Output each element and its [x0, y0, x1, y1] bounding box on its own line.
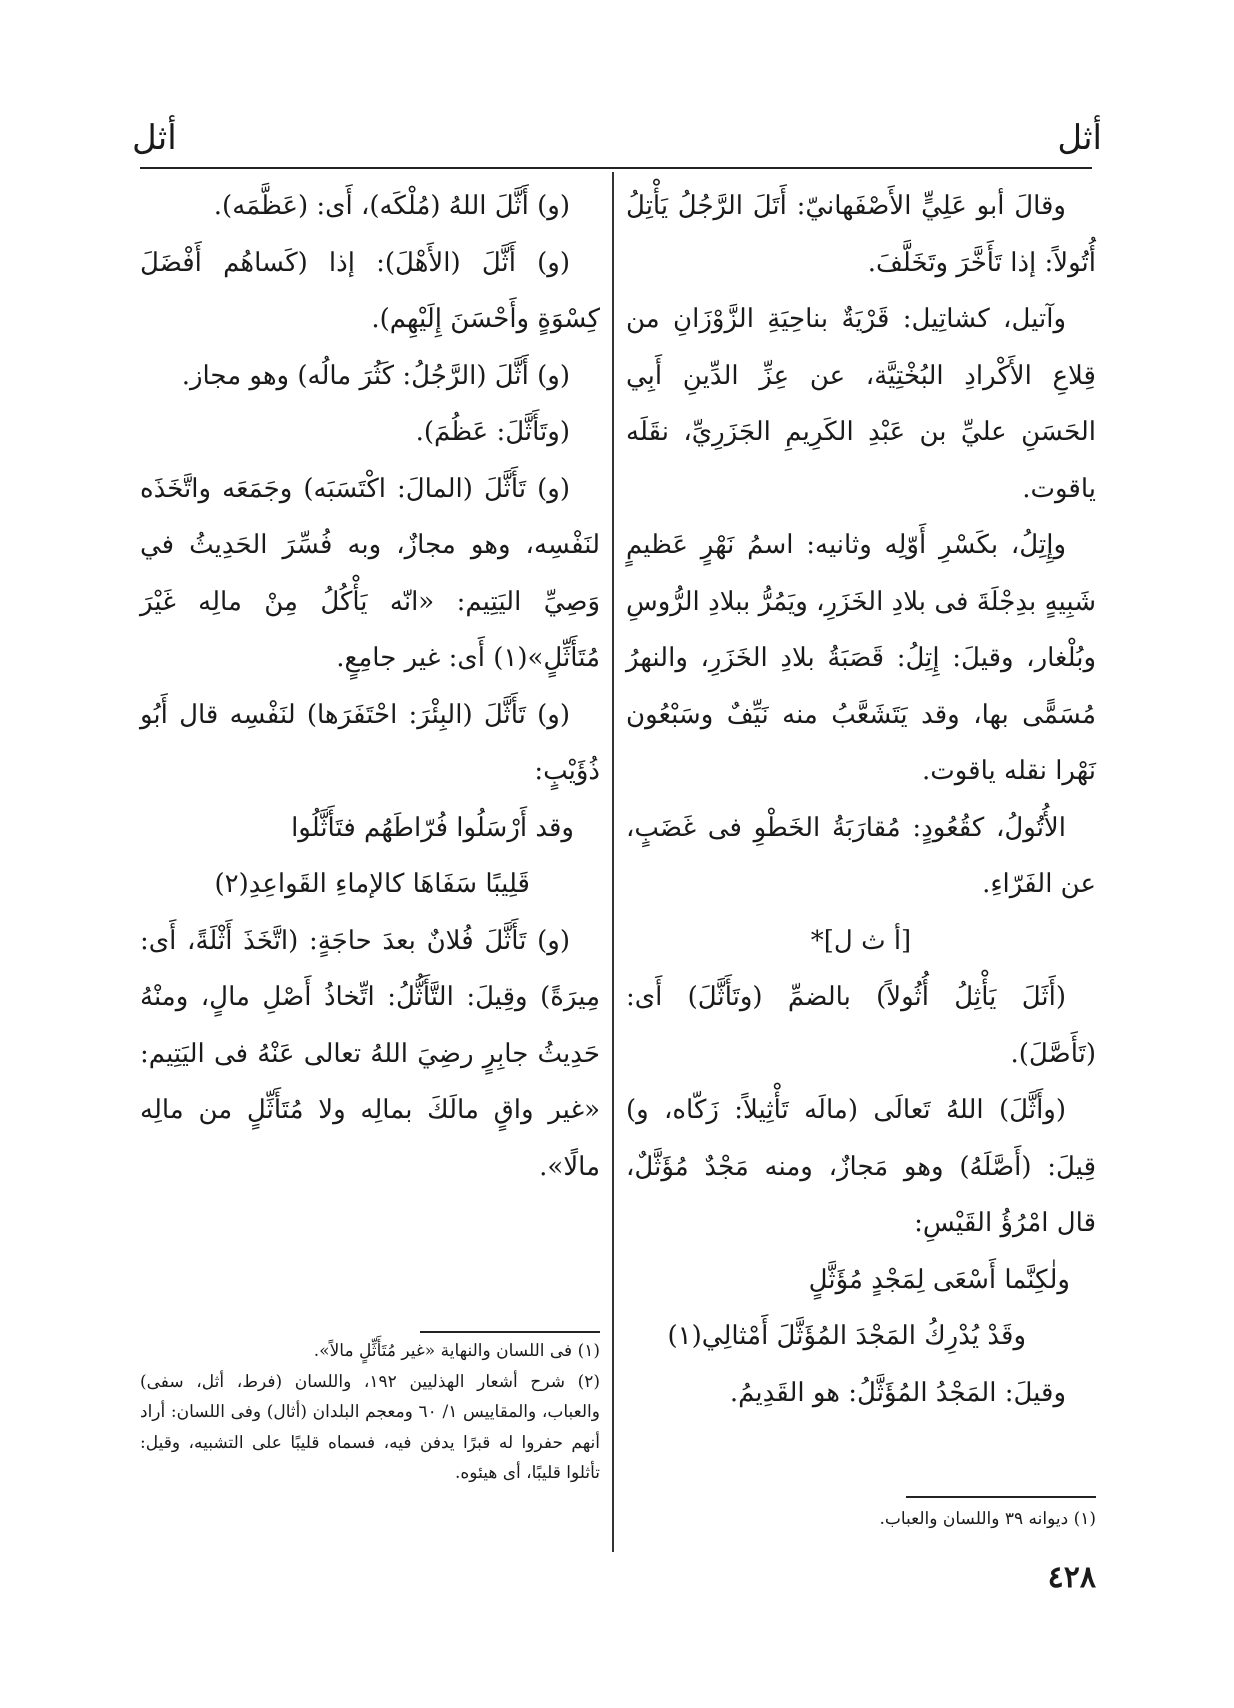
running-header-left: أثل	[132, 118, 177, 158]
header-rule	[140, 167, 1092, 169]
paragraph: (أَثَلَ يَأْثِلُ أُثُولاً) بالضمِّ (وتَأَثَّلَ) أَى: (تَأَصَّلَ).	[626, 982, 1096, 1069]
footnote: (٢) شرح أشعار الهذليين ١٩٢، واللسان (فرط، أثل، سفى) والعباب، والمقاييس ١/ ٦٠ ومعجم البلدان (أثال) وفى اللسان: أراد أنهم حفروا له قبرًا يدفن فيه، فسماه قليبًا على التشبيه، وقيل: تأثلوا قليبًا، أى هيئوه.	[140, 1371, 600, 1483]
left-column	[140, 178, 600, 1195]
footnotes-right	[626, 1504, 1096, 1535]
footnotes-left	[140, 1336, 600, 1489]
footnote: (١) فى اللسان والنهاية «غير مُتَأَثِّلٍ مالاً».	[313, 1341, 600, 1361]
entry-heading: [أ ث ل]*	[810, 925, 912, 956]
footnote-rule	[906, 1496, 1096, 1498]
paragraph: وقيلَ: المَجْدُ المُؤَثَّلُ: هو القَدِيمُ.	[729, 1377, 1066, 1408]
footnote: (١) ديوانه ٣٩ واللسان والعباب.	[879, 1509, 1096, 1529]
paragraph: (و) أَثَّلَ اللهُ (مُلْكَه)، أَى: (عَظَّمَه).	[213, 191, 570, 221]
paragraph: (و) تَأَثَّلَ فُلانٌ بعدَ حاجَةٍ: (اتَّخَذَ أَثْلَةً، أَى: مِيرَةً) وقِيلَ: التَّأَثُّلُ: اتِّخاذُ أَصْلِ مالٍ، ومنْهُ حَدِيثُ جابِرٍ رضِيَ اللهُ تعالى عَنْهُ فى اليَتِيم: «غير واقٍ مالَكَ بمالِه ولا مُتَأَثِّلٍ من مالِه مالًا».	[140, 925, 600, 1182]
paragraph: الأُتُولُ، كقُعُودٍ: مُقارَبَةُ الخَطْوِ فى غَضَبٍ، عن الفَرّاءِ.	[626, 812, 1096, 899]
verse-line: وقد أَرْسَلُوا فُرّاطَهُم فتَأَثَّلُوا	[291, 812, 574, 843]
verse-line: ولٰكِنَّما أَسْعَى لِمَجْدٍ مُؤَثَّلٍ	[808, 1264, 1070, 1295]
running-header-right: أثل	[1057, 118, 1102, 158]
paragraph: وآتيل، كشاتِيل: قَرْيَةٌ بناحِيَةِ الزَّوْزَانِ من قِلاعِ الأَكْرادِ البُخْتِيَّة، عن عِزِّ الدِّينِ أَبِي الحَسَنِ عليِّ بن عَبْدِ الكَرِيمِ الجَزَرِيِّ، نقَلَه ياقوت.	[626, 304, 1096, 504]
paragraph: وقالَ أبو عَلِيٍّ الأَصْفَهانيّ: أَتَلَ الرَّجُلُ يَأْتِلُ أُتُولاً: إذا تَأَخَّرَ وتَخَلَّفَ.	[626, 191, 1096, 278]
column-divider	[612, 172, 614, 1552]
paragraph: (وأَثَّلَ) اللهُ تَعالَى (مالَه تَأْثِيلاً: زَكّاه، و) قِيلَ: (أَصَّلَهُ) وهو مَجازٌ، ومنه مَجْدٌ مُؤَثَّلٌ، قال امْرُؤُ القَيْسِ:	[626, 1095, 1096, 1238]
verse-line: وقَدْ يُدْرِكُ المَجْدَ المُؤَثَّلَ أَمْثالِي(١)	[667, 1321, 1026, 1351]
right-column	[626, 178, 1096, 1421]
paragraph: (و) أَثَّلَ (الرَّجُلُ: كَثُرَ مالُه) وهو مجاز.	[181, 360, 570, 391]
paragraph: (و) تَأَثَّلَ (البِئْرَ: احْتَفَرَها) لنَفْسِه قال أَبُو ذُؤَيْبٍ:	[140, 699, 600, 786]
paragraph: وإِتِلُ، بكَسْرِ أَوّلِه وثانيه: اسمُ نَهْرٍ عَظيمٍ شَبِيهٍ بدِجْلَةَ فى بلادِ الخَزَرِ، ويَمُرُّ ببلادِ الرُّوسِ وبُلْغار، وقيلَ: إِتِلُ: قَصَبَةُ بلادِ الخَزَرِ، والنهرُ مُسَمًّى بها، وقد يَتَشَعَّبُ منه نَيِّفٌ وسَبْعُون نَهْرا نقله ياقوت.	[626, 530, 1096, 786]
page-number: ٤٢٨	[1047, 1560, 1096, 1595]
footnote-rule	[420, 1331, 600, 1333]
paragraph: (وتَأَثَّلَ: عَظُمَ).	[415, 417, 570, 447]
verse-line: قَلِيبًا سَفَاهَا كالإماءِ القَواعِدِ(٢)	[214, 869, 530, 899]
paragraph: (و) أَثَّلَ (الأَهْلَ): إذا (كَساهُم أَفْضَلَ كِسْوَةٍ وأَحْسَنَ إِلَيْهِم).	[140, 247, 600, 334]
paragraph: (و) تَأَثَّلَ (المالَ: اكْتَسَبَه) وجَمَعَه واتَّخَذَه لنَفْسِه، وهو مجازٌ، وبه فُسِّرَ الحَدِيثُ في وَصِيِّ اليَتِيم: «انّه يَأْكُلُ مِنْ مالِه غَيْرَ مُتَأَثِّلٍ»(١) أَى: غير جامِعٍ.	[140, 473, 600, 673]
